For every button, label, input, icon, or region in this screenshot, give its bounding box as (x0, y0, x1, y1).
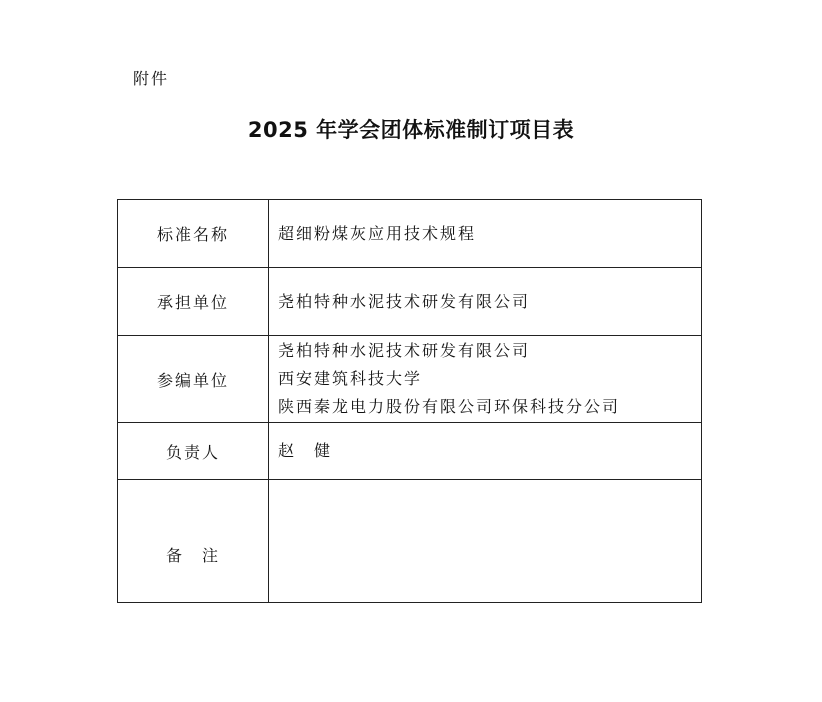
page-title: 2025 年学会团体标准制订项目表 (247, 118, 575, 142)
table-row-undertaking-unit (118, 268, 702, 336)
participating-units-label: 参编单位 (118, 336, 269, 423)
remarks-label: 备 注 (118, 480, 269, 603)
participating-unit-1: 尧柏特种水泥技术研发有限公司 (278, 341, 531, 360)
responsible-person-value: 赵 健 (269, 423, 702, 480)
remarks-value (269, 480, 702, 603)
undertaking-unit-label: 承担单位 (118, 268, 269, 336)
standard-name-label: 标准名称 (118, 200, 269, 268)
standard-name-value: 超细粉煤灰应用技术规程 (269, 200, 702, 268)
responsible-person-label: 负责人 (118, 423, 269, 480)
attachment-label: 附件 (133, 69, 170, 88)
table-row-responsible-person (118, 423, 702, 480)
participating-unit-3: 陕西秦龙电力股份有限公司环保科技分公司 (278, 397, 621, 416)
table-row-participating-units (118, 336, 702, 423)
undertaking-unit-value: 尧柏特种水泥技术研发有限公司 (269, 268, 702, 336)
table-row-remarks (118, 480, 702, 603)
participating-units-value (269, 336, 702, 423)
participating-unit-2: 西安建筑科技大学 (278, 369, 423, 388)
project-info-table (117, 199, 702, 603)
table-row-standard-name (118, 200, 702, 268)
